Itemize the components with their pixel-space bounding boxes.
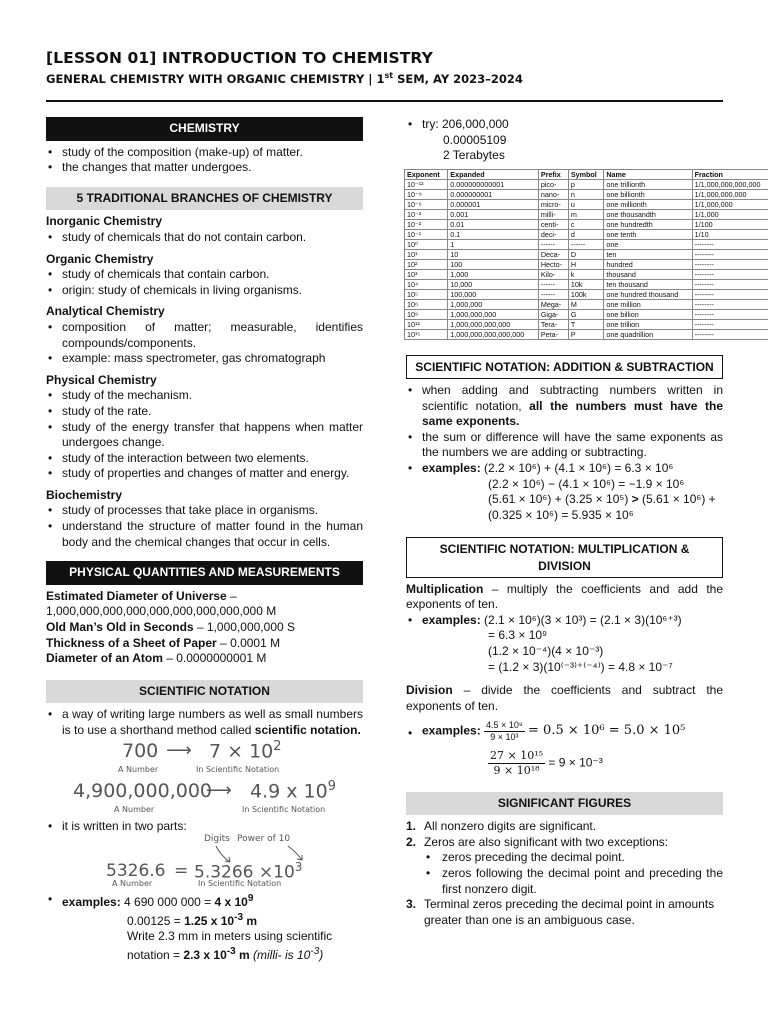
caption-scientific: In Scientific Notation <box>198 879 282 889</box>
section-header-chemistry: CHEMISTRY <box>46 117 363 141</box>
example-scientific: $7 \times 10^2$ <box>209 738 282 762</box>
table-cell: 0.000001 <box>448 199 539 209</box>
table-cell: one thousandth <box>604 209 692 219</box>
table-header-row <box>405 169 768 179</box>
branch-title: Analytical Chemistry <box>46 304 165 319</box>
quantity-universe: Estimated Diameter of Universe – <box>46 588 237 603</box>
table-cell: -------- <box>692 259 768 269</box>
column-header: Fraction <box>692 169 768 179</box>
table-row <box>405 199 768 209</box>
branch-list <box>46 503 363 550</box>
list-item: • origin: study of chemicals in living organisms. <box>46 283 363 299</box>
table-cell: 1/1,000,000 <box>692 199 768 209</box>
table-cell: 1/10 <box>692 229 768 239</box>
table-cell: G <box>568 309 604 319</box>
lesson-title: [LESSON 01] INTRODUCTION TO CHEMISTRY <box>46 49 433 67</box>
table-cell: m <box>568 209 604 219</box>
example-line: Write 2.3 mm in meters using scientific notation = 2.3 x $10^{-3}$ m (milli- is $10^{-3}$) <box>127 929 333 962</box>
example-number: 5326.6 <box>106 861 166 882</box>
table-cell: -------- <box>692 299 768 309</box>
table-cell: one billion <box>604 309 692 319</box>
column-header: Exponent <box>405 169 448 179</box>
example-line: = (1.2 × 3)(10⁽⁻³⁾⁺⁽⁻⁴⁾) = 4.8 × 10⁻⁷ <box>488 659 673 674</box>
list-item: 1. All nonzero digits are significant. <box>406 819 597 834</box>
table-cell: -------- <box>692 279 768 289</box>
table-cell: ten <box>604 249 692 259</box>
division-result: = 0.5 × 10⁶ = 5.0 × 10⁵ <box>528 723 686 739</box>
try-line: 0.00005109 <box>443 132 507 147</box>
right-column <box>406 117 761 928</box>
table-cell: Tera- <box>538 319 568 329</box>
table-cell: one hundredth <box>604 219 692 229</box>
list-item: • composition of matter; measurable, identifies compounds/components. <box>46 320 363 351</box>
list-item: • a way of writing large numbers as well as small numbers is to use a shorthand method called scientific notation. <box>46 707 363 738</box>
table-row <box>405 189 768 199</box>
table-cell: 0.000000001 <box>448 189 539 199</box>
table-cell: 0.000000000001 <box>448 179 539 189</box>
list-item: • study of chemicals that do not contain carbon. <box>46 230 363 246</box>
table-cell: u <box>568 199 604 209</box>
scientific-notation-illustration <box>46 739 363 819</box>
table-row <box>405 179 768 189</box>
list-item: • study of processes that take place in organisms. <box>46 503 363 519</box>
table-row <box>405 299 768 309</box>
label-power: Power of 10 <box>237 834 291 845</box>
sci-list-2 <box>46 819 363 835</box>
table-cell: Deca- <box>538 249 568 259</box>
sci-examples <box>46 892 363 963</box>
table-cell: pico- <box>538 179 568 189</box>
table-cell: nano- <box>538 189 568 199</box>
table-cell: hundred <box>604 259 692 269</box>
table-cell: 10¹² <box>405 319 448 329</box>
label-digits: Digits <box>204 834 230 845</box>
table-cell: micro- <box>538 199 568 209</box>
bullet: • <box>408 726 413 741</box>
list-item: • study of the interaction between two elements. <box>46 451 363 467</box>
section-header-scientific-notation: SCIENTIFIC NOTATION <box>46 680 363 704</box>
table-cell: P <box>568 329 604 339</box>
table-cell: one million <box>604 299 692 309</box>
table-cell: 1,000,000,000,000,000 <box>448 329 539 339</box>
column-header: Expanded <box>448 169 539 179</box>
table-cell: 0.1 <box>448 229 539 239</box>
table-body <box>405 179 768 339</box>
example-line: (0.325 × 10⁶) = 5.935 × 10⁶ <box>488 507 634 522</box>
table-cell: one millionth <box>604 199 692 209</box>
section-header-significant-figures: SIGNIFICANT FIGURES <box>406 792 723 816</box>
branch-title: Biochemistry <box>46 487 123 502</box>
arrow-right-icon: ⟶ <box>166 739 192 761</box>
division-example-1 <box>406 720 723 743</box>
header-divider <box>46 100 723 102</box>
table-row <box>405 219 768 229</box>
table-cell: 1,000,000,000,000 <box>448 319 539 329</box>
table-cell: -------- <box>692 289 768 299</box>
branch-title: Physical Chemistry <box>46 372 157 387</box>
list-item: • examples: (2.2 × 10⁶) + (4.1 × 10⁶) = 6.3 × 10⁶ <box>406 461 723 477</box>
division-example-2 <box>406 749 723 778</box>
list-item: • the sum or difference will have the same exponents as the numbers we are adding or subtracting. <box>406 430 723 461</box>
table-cell: 1/1,000,000,000 <box>692 189 768 199</box>
table-row <box>405 209 768 219</box>
quantity-paper: Thickness of a Sheet of Paper – 0.0001 M <box>46 635 281 650</box>
table-cell: Hecto- <box>538 259 568 269</box>
list-item: • study of the energy transfer that happens when matter undergoes change. <box>46 420 363 451</box>
example-line: 0.00125 = 1.25 x $10^{-3}$ m <box>127 911 258 928</box>
example-scientific: $5.3266 \times 10^3$ <box>194 860 303 883</box>
table-cell: 100,000 <box>448 289 539 299</box>
list-item: • zeros preceding the decimal point. <box>424 850 723 866</box>
table-cell: 10³ <box>405 269 448 279</box>
arrow-right-icon: ⟶ <box>206 779 232 801</box>
table-cell: 10⁹ <box>405 309 448 319</box>
list-item: • understand the structure of matter found in the human body and the chemical changes that occur in cells. <box>46 519 363 550</box>
list-item: 2. Zeros are also significant with two exceptions: • zeros preceding the decimal point. • zeros following the decimal point and preceding the first nonzero digit. <box>406 835 723 897</box>
mul-list <box>406 613 723 629</box>
try-block <box>406 117 723 164</box>
table-cell: ------ <box>538 239 568 249</box>
column-header: Prefix <box>538 169 568 179</box>
table-cell: one hundred thousand <box>604 289 692 299</box>
table-cell: one trillion <box>604 319 692 329</box>
table-row <box>405 259 768 269</box>
quantity-atom: Diameter of an Atom – 0.0000000001 M <box>46 651 267 666</box>
table-cell: ten thousand <box>604 279 692 289</box>
sigfig-list <box>406 819 723 928</box>
table-cell: T <box>568 319 604 329</box>
table-row <box>405 239 768 249</box>
branch-title: Inorganic Chemistry <box>46 214 163 229</box>
branch-list <box>46 320 363 367</box>
division-result: = 9 × 10⁻³ <box>548 755 603 770</box>
table-cell: 0.001 <box>448 209 539 219</box>
table-cell: 10⁵ <box>405 289 448 299</box>
table-cell: one tenth <box>604 229 692 239</box>
example-number: 4,900,000,000 <box>73 779 213 802</box>
quantity-universe-value: 1,000,000,000,000,000,000,000,000,000 M <box>46 604 277 619</box>
table-cell: 1,000 <box>448 269 539 279</box>
list-item: • it is written in two parts: <box>46 819 363 835</box>
list-item: • study of properties and changes of matter and energy. <box>46 466 363 482</box>
list-item: • study of the mechanism. <box>46 388 363 404</box>
table-cell: 10⁴ <box>405 279 448 289</box>
branch-list <box>46 267 363 298</box>
list-item: 3. Terminal zeros preceding the decimal point in amounts greater than one is an ambiguous case. <box>406 897 715 927</box>
course-subtitle: GENERAL CHEMISTRY WITH ORGANIC CHEMISTRY | 1st SEM, AY 2023–2024 <box>46 71 523 86</box>
table-cell: M <box>568 299 604 309</box>
column-header: Name <box>604 169 692 179</box>
caption-scientific: In Scientific Notation <box>196 764 280 774</box>
list-item: • examples: (2.1 × 10⁶)(3 × 10³) = (2.1 × 3)(10⁶⁺³) <box>406 613 723 629</box>
table-cell: 100k <box>568 289 604 299</box>
caption-number: A Number <box>114 804 155 814</box>
column-header: Symbol <box>568 169 604 179</box>
table-cell: -------- <box>692 319 768 329</box>
table-cell: Peta- <box>538 329 568 339</box>
table-cell: -------- <box>692 309 768 319</box>
table-cell: deci- <box>538 229 568 239</box>
table-cell: k <box>568 269 604 279</box>
table-cell: 10¹⁵ <box>405 329 448 339</box>
section-header-branches: 5 TRADITIONAL BRANCHES OF CHEMISTRY <box>46 187 363 211</box>
list-item: • study of the composition (make-up) of matter. <box>46 145 363 161</box>
list-item: • study of the rate. <box>46 404 363 420</box>
table-row <box>405 309 768 319</box>
table-cell: n <box>568 189 604 199</box>
sub-list <box>424 850 723 897</box>
table-cell: one trillionth <box>604 179 692 189</box>
table-cell: 1 <box>448 239 539 249</box>
table-cell: 1/100 <box>692 219 768 229</box>
table-cell: 10⁻⁶ <box>405 199 448 209</box>
section-header-quantities: PHYSICAL QUANTITIES AND MEASUREMENTS <box>46 561 363 585</box>
table-row <box>405 329 768 339</box>
branch-list <box>46 230 363 246</box>
table-cell: ------ <box>568 239 604 249</box>
left-column <box>46 117 363 964</box>
table-cell: ------ <box>538 289 568 299</box>
table-cell: 10⁰ <box>405 239 448 249</box>
bullet: • <box>48 892 53 907</box>
branch-title: Organic Chemistry <box>46 251 154 266</box>
example-line: (2.2 × 10⁶) − (4.1 × 10⁶) = −1.9 × 10⁶ <box>488 476 685 491</box>
division-rule: Division – divide the coefficients and subtract the exponents of ten. <box>406 683 723 713</box>
table-row <box>405 319 768 329</box>
list-item: • study of chemicals that contain carbon. <box>46 267 363 283</box>
prefix-table <box>404 169 768 340</box>
table-cell: 10⁻¹ <box>405 229 448 239</box>
list-item: • zeros following the decimal point and preceding the first nonzero digit. <box>424 866 723 897</box>
table-cell: milli- <box>538 209 568 219</box>
example-number: 700 <box>122 739 159 762</box>
table-row <box>405 269 768 279</box>
table-cell: 10,000 <box>448 279 539 289</box>
table-cell: -------- <box>692 329 768 339</box>
table-cell: 1,000,000 <box>448 299 539 309</box>
table-cell: centi- <box>538 219 568 229</box>
table-cell: 10k <box>568 279 604 289</box>
table-cell: 10² <box>405 259 448 269</box>
list-item: • when adding and subtracting numbers written in scientific notation, all the numbers must have the same exponents. <box>406 383 723 430</box>
equals-sign: = <box>174 861 189 882</box>
example-line: (1.2 × 10⁻⁴)(4 × 10⁻³) <box>488 644 604 659</box>
example-line: = 6.3 × 10⁹ <box>488 628 548 643</box>
table-cell: Giga- <box>538 309 568 319</box>
table-cell: one billionth <box>604 189 692 199</box>
chemistry-list <box>46 145 363 176</box>
table-cell: Kilo- <box>538 269 568 279</box>
table-cell: d <box>568 229 604 239</box>
table-cell: 1/1,000 <box>692 209 768 219</box>
table-cell: 1,000,000,000 <box>448 309 539 319</box>
addsub-list <box>406 383 723 477</box>
two-parts-illustration <box>46 834 363 890</box>
table-cell: 10⁻⁹ <box>405 189 448 199</box>
table-cell: -------- <box>692 269 768 279</box>
table-row <box>405 279 768 289</box>
caption-scientific: In Scientific Notation <box>242 804 326 814</box>
example-scientific: 4.9 x $10^9$ <box>250 778 336 802</box>
caption-number: A Number <box>118 764 159 774</box>
table-row <box>405 289 768 299</box>
table-cell: 0.01 <box>448 219 539 229</box>
table-cell: Mega- <box>538 299 568 309</box>
multiplication-rule: Multiplication – multiply the coefficients and add the exponents of ten. <box>406 581 723 612</box>
caption-number: A Number <box>112 879 153 889</box>
table-cell: 100 <box>448 259 539 269</box>
quantity-oldman: Old Man’s Old in Seconds – 1,000,000,000 S <box>46 620 295 635</box>
try-line: try: 206,000,000 <box>422 117 509 131</box>
table-cell: one <box>604 239 692 249</box>
example-line: (5.61 × 10⁶) + (3.25 × 10⁵) > (5.61 × 10⁶) + <box>488 492 716 507</box>
table-cell: 10¹ <box>405 249 448 259</box>
sci-list <box>46 707 363 738</box>
table-cell: p <box>568 179 604 189</box>
table-cell: thousand <box>604 269 692 279</box>
table-cell: ------ <box>538 279 568 289</box>
table-cell: -------- <box>692 249 768 259</box>
list-item: • example: mass spectrometer, gas chromatograph <box>46 351 363 367</box>
table-cell: 10⁻² <box>405 219 448 229</box>
table-cell: -------- <box>692 239 768 249</box>
table-cell: 10⁻¹² <box>405 179 448 189</box>
list-item: • the changes that matter undergoes. <box>46 160 363 176</box>
bullet: • <box>408 117 413 131</box>
page-header <box>46 48 723 87</box>
fraction: $\frac{\text{27 × 10¹⁵}}{\text{9 × 10¹⁸}}$ <box>490 749 544 777</box>
section-header-multiplication: SCIENTIFIC NOTATION: MULTIPLICATION & DIVISION <box>406 537 723 577</box>
examples-label: examples: <box>422 723 481 738</box>
table-cell: 1/1,000,000,000,000 <box>692 179 768 189</box>
table-row <box>405 229 768 239</box>
fraction: $\frac{\text{4.5 × 10⁹}}{\text{9 × 10³}}$ <box>486 720 523 743</box>
table-cell: H <box>568 259 604 269</box>
section-header-addition: SCIENTIFIC NOTATION: ADDITION & SUBTRACTION <box>406 355 723 379</box>
table-cell: 10 <box>448 249 539 259</box>
table-cell: 10⁻³ <box>405 209 448 219</box>
branch-list <box>46 388 363 482</box>
table-cell: D <box>568 249 604 259</box>
table-cell: one quadrillion <box>604 329 692 339</box>
table-cell: 10⁶ <box>405 299 448 309</box>
example-line: examples: 4 690 000 000 = 4 x $10^9$ <box>62 893 254 910</box>
try-line: 2 Terabytes <box>443 148 505 163</box>
table-cell: c <box>568 219 604 229</box>
table-row <box>405 249 768 259</box>
